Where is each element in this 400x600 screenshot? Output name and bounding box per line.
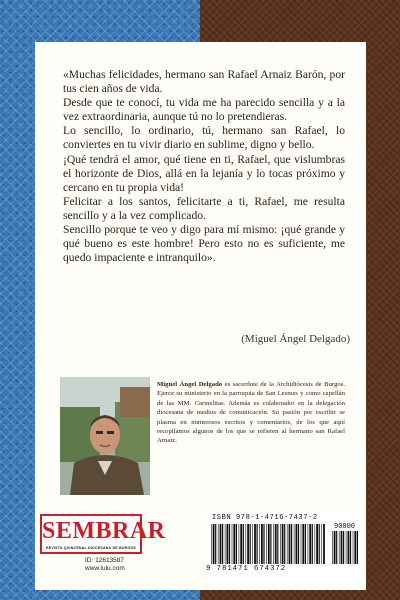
- ean-barcode-bars: [211, 524, 325, 564]
- quote-paragraph: ¡Qué tendrá el amor, qué tiene en ti, Rafael, que vislumbras el horizonte de Dios, allá en la lejanía y lo tocas próximo y cercano en tu propia vida!: [63, 152, 345, 194]
- sembrar-tagline: REVISTA QUINCENAL DIOCESANA DE BURGOS: [45, 546, 137, 550]
- quote-author: (Miguel Ángel Delgado): [241, 333, 350, 345]
- isbn-label: ISBN 978-1-4716-7437-2: [212, 514, 318, 522]
- quote-paragraph: «Muchas felicidades, hermano san Rafael Arnaiz Barón, por tus cien años de vida.: [63, 68, 345, 96]
- author-bio: [157, 380, 345, 446]
- author-name: Miguel Ángel Delgado: [157, 381, 223, 388]
- author-bio-text: es sacerdote de la Archidiócesis de Burgos. Ejerce su ministerio en la parroquia de San Lesmes y como capellán de las MM. Carmelitas. Además es colaborador en la delegación diocesana de medios de comunicación. Su pasión por escribir se plasma en numerosos escritos y comentarios, de los que aquí recopilamos algunos de los que se refieren al hermano san Rafael Arnaiz.: [157, 381, 346, 445]
- quote-paragraph: Desde que te conocí, tu vida me ha parecido sencilla y a la vez extraordinaria, aunque tú no lo pretendieras.: [63, 96, 345, 124]
- isbn-barcode: [205, 512, 361, 580]
- sembrar-logo: [40, 514, 166, 554]
- price-barcode-bars: [332, 531, 358, 564]
- quote-paragraph: Felicitar a los santos, felicitarte a ti, Rafael, me resulta sencillo y a la vez complicado.: [63, 194, 345, 222]
- sembrar-brand: SEMBRAR: [42, 518, 166, 544]
- ean-digits: 9 781471 674372: [206, 565, 287, 573]
- lulu-url: www.lulu.com: [85, 565, 125, 572]
- author-photo: [60, 377, 150, 495]
- back-cover-panel: [35, 42, 366, 590]
- price-code: 90000: [334, 523, 356, 531]
- quote-block: [63, 68, 345, 265]
- lulu-id: ID: 12613587: [85, 557, 125, 564]
- quote-paragraph: Sencillo porque te veo y digo para mí mismo: ¡qué grande y qué bueno es este hombre! Pero esto no es suficiente, me quedo impaciente e intranquilo».: [63, 223, 345, 265]
- quote-paragraph: Lo sencillo, lo ordinario, tú, hermano san Rafael, lo conviertes en tu vivir diario en sublime, digno y bello.: [63, 124, 345, 152]
